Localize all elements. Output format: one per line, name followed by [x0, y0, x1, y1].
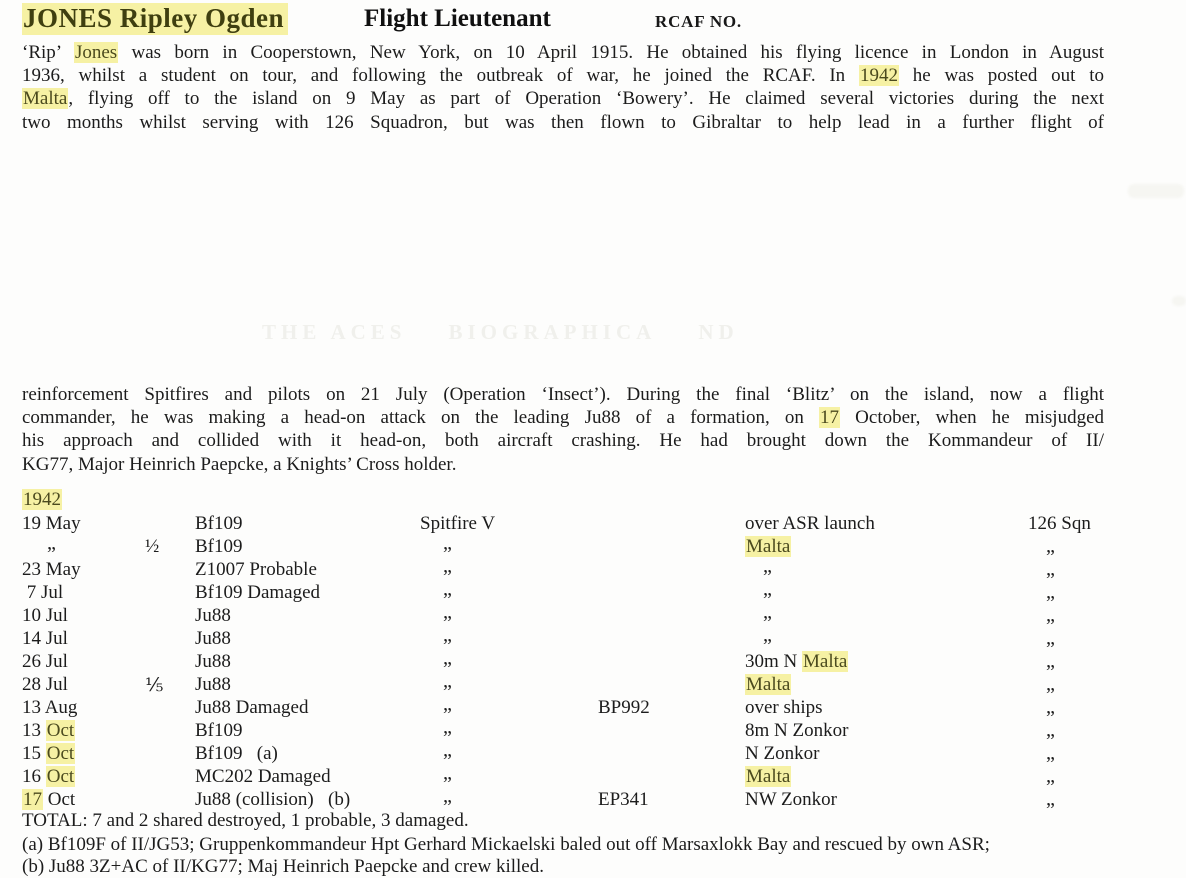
- claim-cell-loc: [745, 720, 848, 742]
- claim-cell-loc: [763, 601, 773, 624]
- text-run: „: [443, 647, 453, 669]
- bleedthrough-text: ND: [698, 320, 739, 344]
- text-run: „: [443, 716, 453, 738]
- text-run: over ships: [745, 697, 823, 718]
- claim-cell-own: [443, 785, 453, 808]
- text-run: Bf109 Damaged: [195, 582, 321, 603]
- text-run: „: [763, 578, 773, 600]
- text-run: NW Zonkor: [745, 789, 837, 810]
- claim-cell-date: [22, 766, 75, 788]
- claim-cell-share: [145, 674, 163, 697]
- claim-cell-own: [420, 513, 495, 535]
- claim-row: [0, 624, 1186, 651]
- text-run: Ju88: [195, 605, 231, 626]
- claim-cell-claim: [195, 559, 317, 581]
- claim-cell-sqn: [1046, 719, 1056, 742]
- text-run: „: [1046, 765, 1056, 787]
- claim-cell-loc: [763, 555, 773, 578]
- highlighted-text: 17: [820, 407, 840, 429]
- text-run: Bf109: [195, 513, 243, 534]
- claim-cell-loc: [763, 624, 773, 647]
- text-run: 126 Sqn: [1028, 513, 1091, 534]
- highlighted-text: 17: [23, 789, 42, 810]
- text-run: 8m N Zonkor: [745, 720, 849, 741]
- claim-cell-claim: [195, 628, 231, 650]
- claim-cell-date: [22, 720, 75, 742]
- text-run: „: [47, 532, 57, 554]
- text-run: „: [1046, 696, 1056, 718]
- claim-row: [0, 762, 1186, 789]
- claim-cell-own: [443, 647, 453, 670]
- text-run: 13 Aug: [22, 697, 78, 718]
- text-run: „: [443, 762, 453, 784]
- claim-row: [0, 578, 1186, 605]
- text-run: „: [1046, 535, 1056, 557]
- claim-cell-date: [22, 697, 77, 719]
- text-run: „: [443, 693, 453, 715]
- text-run: BP992: [598, 697, 650, 718]
- text-run: „: [443, 532, 453, 554]
- claim-row: [0, 716, 1186, 743]
- highlighted-text: Oct: [46, 720, 75, 741]
- highlighted-text: Oct: [46, 766, 75, 787]
- claim-cell-loc: [745, 789, 837, 811]
- text-run: 16: [22, 766, 46, 787]
- text-run: ‘Rip’: [22, 42, 74, 63]
- claim-cell-sqn: [1046, 604, 1056, 627]
- highlighted-text: 1942: [859, 65, 898, 87]
- claim-cell-date: [22, 605, 68, 627]
- pilot-rank-heading: Flight Lieutenant: [364, 5, 551, 32]
- claim-cell-claim: [195, 697, 308, 719]
- text-run: „: [1046, 788, 1056, 810]
- claim-cell-claim: [195, 513, 243, 535]
- text-run: „: [1046, 673, 1056, 695]
- text-run: Spitfire V: [420, 513, 496, 534]
- claim-cell-sqn: [1028, 513, 1091, 535]
- claim-cell-own: [443, 670, 453, 693]
- text-run: Oct: [43, 789, 76, 810]
- highlighted-text: Oct: [46, 743, 75, 764]
- text-run: Z1007 Probable: [195, 559, 317, 580]
- text-run: „: [1046, 627, 1056, 649]
- text-run: his approach and collided with it head-on, both aircraft crashing. He had brought down the Kommandeur of II/: [22, 430, 1104, 452]
- text-run: Ju88 (collision) (b): [195, 789, 351, 810]
- claim-cell-claim: [195, 766, 331, 788]
- text-run: October, when he misjudged: [840, 407, 1105, 429]
- claim-cell-claim: [195, 651, 231, 673]
- claim-cell-sqn: [1046, 627, 1056, 650]
- highlighted-text: Malta: [23, 88, 68, 110]
- text-run: Ju88: [195, 651, 231, 672]
- claim-cell-sqn: [1046, 650, 1056, 673]
- claim-row: [0, 647, 1186, 674]
- claim-row: [0, 739, 1186, 766]
- biography-paragraph-2: [22, 383, 1104, 476]
- highlighted-text: Malta: [803, 651, 848, 672]
- bleedthrough-text: BIOGRAPHICA: [448, 320, 657, 344]
- text-run: 30m N: [745, 651, 802, 672]
- text-run: Ju88 Damaged: [195, 697, 309, 718]
- claim-cell-own: [443, 578, 453, 601]
- highlighted-text: 1942: [23, 489, 61, 510]
- claim-cell-own: [443, 716, 453, 739]
- text-run: „: [443, 785, 453, 807]
- claim-cell-date: [47, 532, 57, 555]
- text-run: „: [443, 739, 453, 761]
- claim-cell-own: [443, 601, 453, 624]
- claim-cell-claim: [195, 605, 231, 627]
- claim-cell-claim: [195, 720, 243, 742]
- bleedthrough-running-head: [262, 320, 781, 345]
- text-run: „: [1046, 581, 1056, 603]
- claim-row: [0, 670, 1186, 697]
- claim-cell-date: [22, 674, 68, 696]
- text-run: „: [1046, 650, 1056, 672]
- text-run: two months whilst serving with 126 Squadron, but was then flown to Gibraltar to help lead in a further flight of: [22, 111, 1104, 133]
- claim-cell-own: [443, 739, 453, 762]
- claims-year-label: [22, 489, 62, 511]
- text-run: „: [443, 670, 453, 692]
- text-run: he was posted out to: [898, 65, 1104, 87]
- claim-cell-sqn: [1046, 788, 1056, 811]
- text-run: „: [443, 555, 453, 577]
- text-run: 15: [22, 743, 46, 764]
- claim-cell-serial: [598, 789, 649, 811]
- claim-cell-sqn: [1046, 742, 1056, 765]
- text-run: MC202 Damaged: [195, 766, 331, 787]
- paragraph-line: [22, 406, 1104, 429]
- claim-cell-date: [22, 651, 68, 673]
- claim-row: [0, 693, 1186, 720]
- text-run: was born in Cooperstown, New York, on 10 April 1915. He obtained his flying licence in London in August: [118, 42, 1104, 63]
- claim-cell-claim: [195, 743, 278, 765]
- claim-cell-loc: [763, 578, 773, 601]
- highlighted-text: Malta: [746, 674, 791, 695]
- paragraph-line: [22, 429, 1104, 452]
- bleedthrough-smudge: [1128, 184, 1184, 198]
- text-run: Ju88: [195, 674, 231, 695]
- text-run: 19 May: [22, 513, 81, 534]
- claim-cell-serial: [598, 697, 650, 719]
- claim-cell-sqn: [1046, 535, 1056, 558]
- footnote-a: (a) Bf109F of II/JG53; Gruppenkommandeur Hpt Gerhard Mickaelski baled out off Marsaxlokk Bay and rescued by own ASR;: [22, 834, 990, 855]
- text-run: „: [1046, 742, 1056, 764]
- text-run: 23 May: [22, 559, 81, 580]
- text-run: KG77, Major Heinrich Paepcke, a Knights’ Cross holder.: [22, 453, 457, 475]
- text-run: 14 Jul: [22, 628, 68, 649]
- highlighted-text: Malta: [746, 766, 791, 787]
- text-run: Bf109: [195, 720, 243, 741]
- highlighted-text: Malta: [746, 536, 791, 557]
- text-run: „: [1046, 719, 1056, 741]
- claim-cell-own: [443, 693, 453, 716]
- claim-cell-own: [443, 762, 453, 785]
- claim-row: [0, 532, 1186, 559]
- paragraph-line: [22, 383, 1104, 406]
- claim-cell-own: [443, 624, 453, 647]
- paragraph-line: [22, 64, 1104, 87]
- text-run: „: [1046, 604, 1056, 626]
- paragraph-line: [22, 41, 1104, 64]
- biography-paragraph-1: [22, 41, 1104, 134]
- text-run: „: [763, 555, 773, 577]
- claim-cell-loc: [745, 674, 791, 696]
- text-run: 28 Jul: [22, 674, 68, 695]
- text-run: ½: [145, 536, 160, 557]
- text-run: „: [763, 601, 773, 623]
- text-run: N Zonkor: [745, 743, 820, 764]
- claim-cell-sqn: [1046, 673, 1056, 696]
- text-run: „: [443, 578, 453, 600]
- claim-cell-claim: [195, 582, 320, 604]
- bleedthrough-text: THE ACES: [262, 320, 407, 344]
- pilot-name-heading: JONES Ripley Ogden: [22, 3, 288, 35]
- text-run: commander, he was making a head-on attack on the leading Ju88 of a formation, on: [22, 407, 820, 429]
- text-run: „: [1046, 558, 1056, 580]
- claim-cell-sqn: [1046, 696, 1056, 719]
- claim-cell-own: [443, 555, 453, 578]
- claim-cell-date: [22, 628, 68, 650]
- text-run: 7 Jul: [22, 582, 64, 603]
- claim-cell-loc: [745, 697, 823, 719]
- claim-cell-date: [22, 789, 75, 811]
- claim-cell-date: [22, 743, 75, 765]
- text-run: , flying off to the island on 9 May as part of Operation ‘Bowery’. He claimed several victories during the next: [68, 88, 1104, 110]
- footnote-b: (b) Ju88 3Z+AC of II/KG77; Maj Heinrich Paepcke and crew killed.: [22, 856, 544, 877]
- claim-cell-claim: [195, 674, 231, 696]
- text-run: „: [763, 624, 773, 646]
- claim-cell-claim: [195, 789, 350, 811]
- text-run: EP341: [598, 789, 649, 810]
- text-run: ⅕: [145, 675, 164, 696]
- text-run: „: [443, 601, 453, 623]
- claim-cell-share: [145, 536, 159, 558]
- claim-cell-sqn: [1046, 581, 1056, 604]
- text-run: over ASR launch: [745, 513, 875, 534]
- text-run: „: [443, 624, 453, 646]
- claim-cell-sqn: [1046, 765, 1056, 788]
- text-run: reinforcement Spitfires and pilots on 21 July (Operation ‘Insect’). During the final ‘Blitz’ on the island, now a flight: [22, 384, 1104, 405]
- claim-cell-own: [443, 532, 453, 555]
- claim-cell-date: [22, 559, 81, 581]
- text-run: 13: [22, 720, 46, 741]
- paragraph-line: [22, 453, 1104, 476]
- text-run: 26 Jul: [22, 651, 68, 672]
- bleedthrough-smudge: [1172, 296, 1186, 306]
- highlighted-text: Jones: [74, 42, 118, 63]
- paragraph-line: [22, 87, 1104, 110]
- claim-row: [0, 785, 1186, 812]
- total-line: TOTAL: 7 and 2 shared destroyed, 1 probable, 3 damaged.: [22, 810, 469, 831]
- claim-row: [0, 601, 1186, 628]
- claim-cell-sqn: [1046, 558, 1056, 581]
- text-run: Bf109: [195, 536, 243, 557]
- claim-cell-loc: [745, 651, 848, 673]
- service-number-label: RCAF NO.: [655, 12, 742, 31]
- claim-cell-loc: [745, 513, 875, 535]
- claim-row: [0, 513, 1186, 536]
- claim-cell-date: [22, 582, 63, 604]
- text-run: 10 Jul: [22, 605, 68, 626]
- claim-row: [0, 555, 1186, 582]
- text-run: Bf109 (a): [195, 743, 278, 764]
- claim-cell-loc: [745, 766, 791, 788]
- text-run: 1936, whilst a student on tour, and following the outbreak of war, he joined the RCAF. In: [22, 65, 859, 87]
- claim-cell-claim: [195, 536, 243, 558]
- paragraph-line: [22, 111, 1104, 134]
- text-run: Ju88: [195, 628, 231, 649]
- claim-cell-loc: [745, 743, 819, 765]
